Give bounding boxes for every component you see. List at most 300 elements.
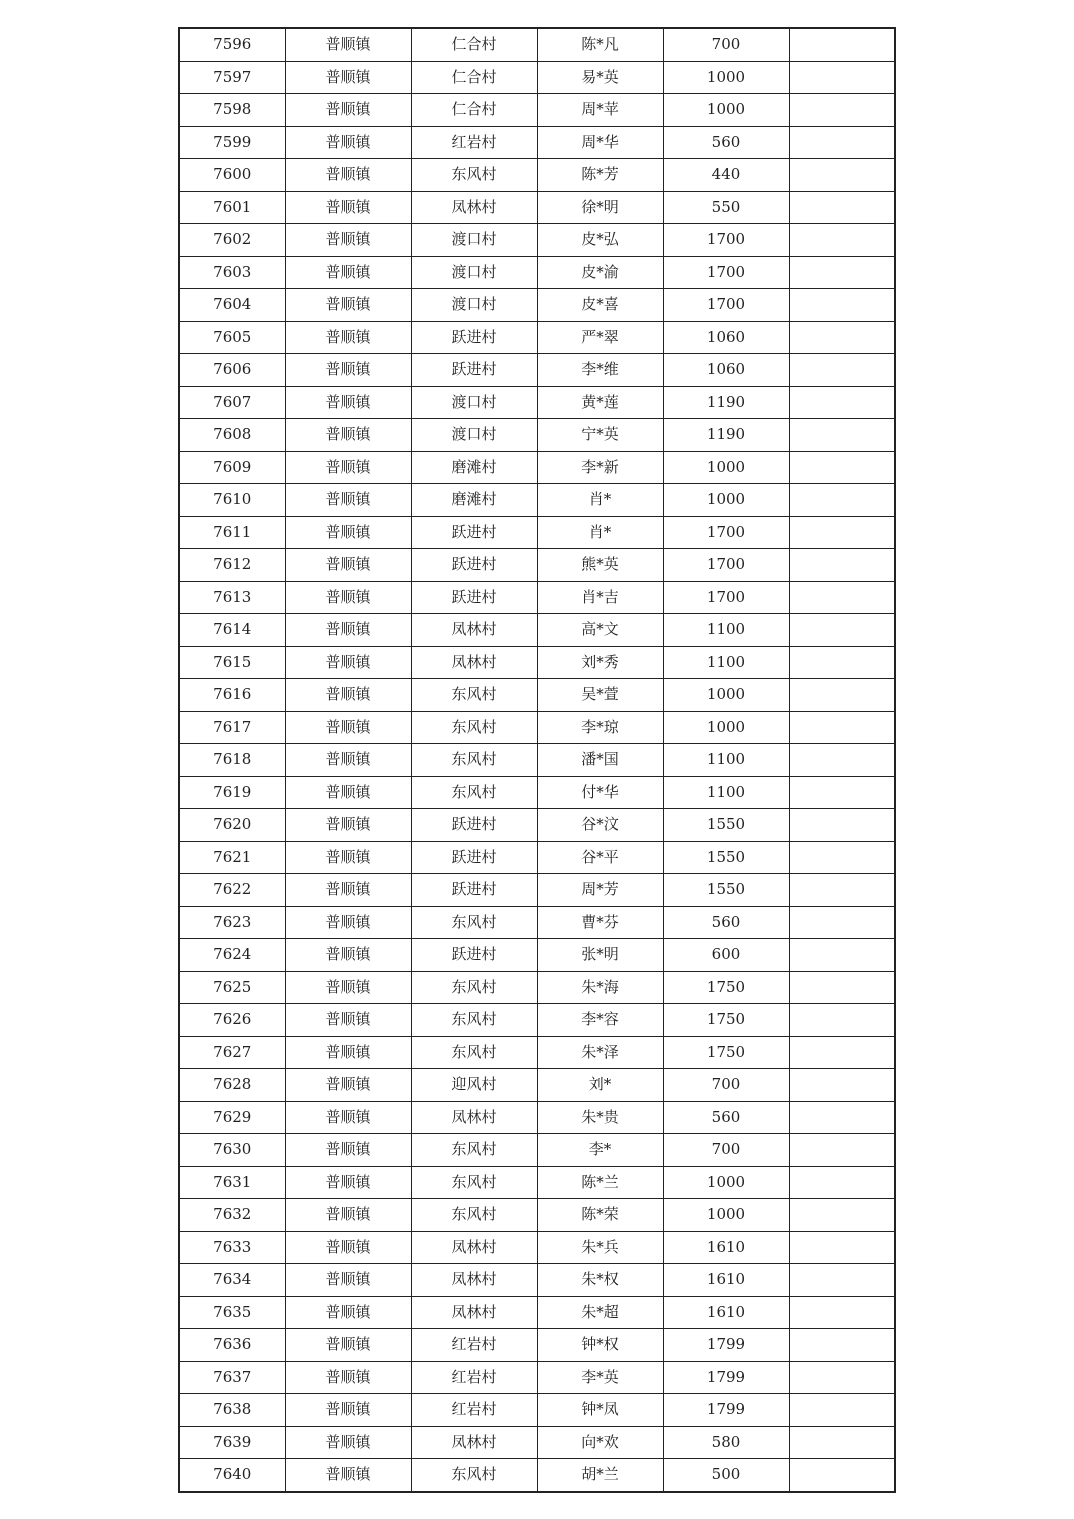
town-cell: 普顺镇 [285, 28, 411, 61]
amount-cell: 1100 [663, 614, 789, 647]
table-row [179, 711, 895, 744]
person-name-cell: 向*欢 [537, 1426, 663, 1459]
amount-cell: 1750 [663, 1004, 789, 1037]
table-row [179, 94, 895, 127]
table-row [179, 224, 895, 257]
town-cell: 普顺镇 [285, 1134, 411, 1167]
village-cell: 仁合村 [411, 94, 537, 127]
amount-cell: 1610 [663, 1231, 789, 1264]
amount-cell: 1000 [663, 711, 789, 744]
village-cell: 跃进村 [411, 549, 537, 582]
town-cell: 普顺镇 [285, 1296, 411, 1329]
village-cell: 东风村 [411, 711, 537, 744]
village-cell: 凤林村 [411, 614, 537, 647]
row-number-cell: 7609 [179, 451, 285, 484]
amount-cell: 1190 [663, 386, 789, 419]
amount-cell: 580 [663, 1426, 789, 1459]
remark-cell [789, 354, 895, 387]
village-cell: 跃进村 [411, 841, 537, 874]
village-cell: 渡口村 [411, 386, 537, 419]
village-cell: 凤林村 [411, 646, 537, 679]
person-name-cell: 肖* [537, 484, 663, 517]
town-cell: 普顺镇 [285, 321, 411, 354]
remark-cell [789, 1036, 895, 1069]
person-name-cell: 朱*泽 [537, 1036, 663, 1069]
row-number-cell: 7604 [179, 289, 285, 322]
person-name-cell: 徐*明 [537, 191, 663, 224]
amount-cell: 1000 [663, 94, 789, 127]
village-cell: 东风村 [411, 1459, 537, 1492]
person-name-cell: 李*维 [537, 354, 663, 387]
person-name-cell: 李*新 [537, 451, 663, 484]
village-cell: 凤林村 [411, 1231, 537, 1264]
table-row [179, 126, 895, 159]
person-name-cell: 李*容 [537, 1004, 663, 1037]
amount-cell: 1700 [663, 224, 789, 257]
remark-cell [789, 159, 895, 192]
table-row [179, 841, 895, 874]
person-name-cell: 熊*英 [537, 549, 663, 582]
table-row [179, 1426, 895, 1459]
row-number-cell: 7618 [179, 744, 285, 777]
village-cell: 跃进村 [411, 354, 537, 387]
village-cell: 跃进村 [411, 516, 537, 549]
village-cell: 东风村 [411, 159, 537, 192]
person-name-cell: 李*琼 [537, 711, 663, 744]
table-row [179, 581, 895, 614]
table-row [179, 1036, 895, 1069]
town-cell: 普顺镇 [285, 776, 411, 809]
amount-cell: 1700 [663, 256, 789, 289]
town-cell: 普顺镇 [285, 1264, 411, 1297]
row-number-cell: 7639 [179, 1426, 285, 1459]
town-cell: 普顺镇 [285, 159, 411, 192]
row-number-cell: 7631 [179, 1166, 285, 1199]
remark-cell [789, 679, 895, 712]
remark-cell [789, 224, 895, 257]
village-cell: 东风村 [411, 1166, 537, 1199]
table-row [179, 614, 895, 647]
person-name-cell: 胡*兰 [537, 1459, 663, 1492]
person-name-cell: 刘* [537, 1069, 663, 1102]
village-cell: 渡口村 [411, 419, 537, 452]
remark-cell [789, 1426, 895, 1459]
person-name-cell: 陈*凡 [537, 28, 663, 61]
table-row [179, 28, 895, 61]
row-number-cell: 7610 [179, 484, 285, 517]
person-name-cell: 朱*权 [537, 1264, 663, 1297]
person-name-cell: 付*华 [537, 776, 663, 809]
remark-cell [789, 614, 895, 647]
person-name-cell: 易*英 [537, 61, 663, 94]
row-number-cell: 7635 [179, 1296, 285, 1329]
amount-cell: 1610 [663, 1296, 789, 1329]
amount-cell: 1700 [663, 581, 789, 614]
village-cell: 渡口村 [411, 224, 537, 257]
remark-cell [789, 874, 895, 907]
remark-cell [789, 549, 895, 582]
table-row [179, 191, 895, 224]
table-row [179, 1101, 895, 1134]
table-row [179, 321, 895, 354]
amount-cell: 560 [663, 126, 789, 159]
town-cell: 普顺镇 [285, 679, 411, 712]
amount-cell: 1100 [663, 646, 789, 679]
row-number-cell: 7626 [179, 1004, 285, 1037]
town-cell: 普顺镇 [285, 809, 411, 842]
village-cell: 东风村 [411, 1134, 537, 1167]
remark-cell [789, 809, 895, 842]
row-number-cell: 7637 [179, 1361, 285, 1394]
person-name-cell: 陈*兰 [537, 1166, 663, 1199]
village-cell: 跃进村 [411, 581, 537, 614]
person-name-cell: 严*翠 [537, 321, 663, 354]
village-cell: 仁合村 [411, 28, 537, 61]
person-name-cell: 肖* [537, 516, 663, 549]
person-name-cell: 谷*汶 [537, 809, 663, 842]
person-name-cell: 周*苹 [537, 94, 663, 127]
amount-cell: 1100 [663, 776, 789, 809]
person-name-cell: 潘*国 [537, 744, 663, 777]
remark-cell [789, 841, 895, 874]
row-number-cell: 7629 [179, 1101, 285, 1134]
village-cell: 仁合村 [411, 61, 537, 94]
table-row [179, 1134, 895, 1167]
person-name-cell: 宁*英 [537, 419, 663, 452]
remark-cell [789, 191, 895, 224]
row-number-cell: 7603 [179, 256, 285, 289]
amount-cell: 560 [663, 1101, 789, 1134]
row-number-cell: 7616 [179, 679, 285, 712]
person-name-cell: 陈*荣 [537, 1199, 663, 1232]
town-cell: 普顺镇 [285, 549, 411, 582]
table-row [179, 906, 895, 939]
amount-cell: 1060 [663, 321, 789, 354]
town-cell: 普顺镇 [285, 224, 411, 257]
remark-cell [789, 28, 895, 61]
remark-cell [789, 1394, 895, 1427]
amount-cell: 1700 [663, 516, 789, 549]
table-row [179, 256, 895, 289]
table-row [179, 646, 895, 679]
table-row [179, 1459, 895, 1492]
table-row [179, 1296, 895, 1329]
town-cell: 普顺镇 [285, 1069, 411, 1102]
table-row [179, 451, 895, 484]
village-cell: 东风村 [411, 1036, 537, 1069]
person-name-cell: 钟*权 [537, 1329, 663, 1362]
town-cell: 普顺镇 [285, 354, 411, 387]
amount-cell: 700 [663, 28, 789, 61]
row-number-cell: 7596 [179, 28, 285, 61]
amount-cell: 600 [663, 939, 789, 972]
town-cell: 普顺镇 [285, 1101, 411, 1134]
town-cell: 普顺镇 [285, 939, 411, 972]
amount-cell: 1700 [663, 289, 789, 322]
amount-cell: 1190 [663, 419, 789, 452]
row-number-cell: 7608 [179, 419, 285, 452]
row-number-cell: 7632 [179, 1199, 285, 1232]
table-row [179, 971, 895, 1004]
table-row [179, 1361, 895, 1394]
town-cell: 普顺镇 [285, 451, 411, 484]
town-cell: 普顺镇 [285, 971, 411, 1004]
town-cell: 普顺镇 [285, 1036, 411, 1069]
town-cell: 普顺镇 [285, 1426, 411, 1459]
amount-cell: 1000 [663, 484, 789, 517]
remark-cell [789, 1264, 895, 1297]
village-cell: 东风村 [411, 1004, 537, 1037]
town-cell: 普顺镇 [285, 256, 411, 289]
row-number-cell: 7597 [179, 61, 285, 94]
row-number-cell: 7621 [179, 841, 285, 874]
table-row [179, 289, 895, 322]
town-cell: 普顺镇 [285, 1361, 411, 1394]
remark-cell [789, 744, 895, 777]
remark-cell [789, 1459, 895, 1492]
row-number-cell: 7633 [179, 1231, 285, 1264]
town-cell: 普顺镇 [285, 841, 411, 874]
person-name-cell: 皮*弘 [537, 224, 663, 257]
person-name-cell: 黄*莲 [537, 386, 663, 419]
village-cell: 跃进村 [411, 939, 537, 972]
table-row [179, 939, 895, 972]
row-number-cell: 7615 [179, 646, 285, 679]
village-cell: 渡口村 [411, 256, 537, 289]
amount-cell: 1750 [663, 971, 789, 1004]
row-number-cell: 7602 [179, 224, 285, 257]
table-row [179, 1394, 895, 1427]
row-number-cell: 7606 [179, 354, 285, 387]
table-row [179, 61, 895, 94]
amount-cell: 1060 [663, 354, 789, 387]
amount-cell: 1799 [663, 1394, 789, 1427]
person-name-cell: 李* [537, 1134, 663, 1167]
data-table [178, 27, 896, 1493]
town-cell: 普顺镇 [285, 289, 411, 322]
village-cell: 凤林村 [411, 1101, 537, 1134]
row-number-cell: 7612 [179, 549, 285, 582]
row-number-cell: 7623 [179, 906, 285, 939]
village-cell: 凤林村 [411, 1426, 537, 1459]
remark-cell [789, 1101, 895, 1134]
town-cell: 普顺镇 [285, 1199, 411, 1232]
amount-cell: 700 [663, 1069, 789, 1102]
row-number-cell: 7601 [179, 191, 285, 224]
person-name-cell: 高*文 [537, 614, 663, 647]
table-row [179, 549, 895, 582]
town-cell: 普顺镇 [285, 61, 411, 94]
person-name-cell: 吴*萱 [537, 679, 663, 712]
remark-cell [789, 1296, 895, 1329]
row-number-cell: 7599 [179, 126, 285, 159]
table-row [179, 809, 895, 842]
village-cell: 凤林村 [411, 1264, 537, 1297]
remark-cell [789, 1231, 895, 1264]
remark-cell [789, 321, 895, 354]
row-number-cell: 7624 [179, 939, 285, 972]
person-name-cell: 朱*超 [537, 1296, 663, 1329]
amount-cell: 1100 [663, 744, 789, 777]
town-cell: 普顺镇 [285, 386, 411, 419]
row-number-cell: 7640 [179, 1459, 285, 1492]
remark-cell [789, 94, 895, 127]
table-row [179, 1069, 895, 1102]
remark-cell [789, 256, 895, 289]
table-body [179, 28, 895, 1492]
town-cell: 普顺镇 [285, 1166, 411, 1199]
remark-cell [789, 581, 895, 614]
table-row [179, 1264, 895, 1297]
row-number-cell: 7598 [179, 94, 285, 127]
village-cell: 东风村 [411, 1199, 537, 1232]
amount-cell: 1799 [663, 1361, 789, 1394]
remark-cell [789, 1166, 895, 1199]
table-row [179, 1166, 895, 1199]
village-cell: 迎风村 [411, 1069, 537, 1102]
person-name-cell: 周*芳 [537, 874, 663, 907]
amount-cell: 1550 [663, 841, 789, 874]
table-row [179, 159, 895, 192]
amount-cell: 1550 [663, 809, 789, 842]
row-number-cell: 7628 [179, 1069, 285, 1102]
town-cell: 普顺镇 [285, 516, 411, 549]
remark-cell [789, 451, 895, 484]
amount-cell: 700 [663, 1134, 789, 1167]
person-name-cell: 钟*凤 [537, 1394, 663, 1427]
remark-cell [789, 776, 895, 809]
village-cell: 东风村 [411, 906, 537, 939]
village-cell: 东风村 [411, 679, 537, 712]
remark-cell [789, 1361, 895, 1394]
remark-cell [789, 971, 895, 1004]
amount-cell: 1550 [663, 874, 789, 907]
table-row [179, 419, 895, 452]
row-number-cell: 7607 [179, 386, 285, 419]
remark-cell [789, 61, 895, 94]
amount-cell: 560 [663, 906, 789, 939]
row-number-cell: 7613 [179, 581, 285, 614]
village-cell: 磨滩村 [411, 451, 537, 484]
row-number-cell: 7638 [179, 1394, 285, 1427]
town-cell: 普顺镇 [285, 1394, 411, 1427]
village-cell: 跃进村 [411, 809, 537, 842]
row-number-cell: 7622 [179, 874, 285, 907]
table-row [179, 516, 895, 549]
town-cell: 普顺镇 [285, 1459, 411, 1492]
remark-cell [789, 1329, 895, 1362]
amount-cell: 1799 [663, 1329, 789, 1362]
village-cell: 磨滩村 [411, 484, 537, 517]
remark-cell [789, 516, 895, 549]
remark-cell [789, 646, 895, 679]
row-number-cell: 7611 [179, 516, 285, 549]
village-cell: 凤林村 [411, 191, 537, 224]
remark-cell [789, 1069, 895, 1102]
person-name-cell: 刘*秀 [537, 646, 663, 679]
table-row [179, 1231, 895, 1264]
village-cell: 凤林村 [411, 1296, 537, 1329]
town-cell: 普顺镇 [285, 874, 411, 907]
remark-cell [789, 419, 895, 452]
town-cell: 普顺镇 [285, 484, 411, 517]
amount-cell: 500 [663, 1459, 789, 1492]
remark-cell [789, 906, 895, 939]
amount-cell: 1000 [663, 1166, 789, 1199]
person-name-cell: 皮*渝 [537, 256, 663, 289]
amount-cell: 1000 [663, 1199, 789, 1232]
person-name-cell: 曹*芬 [537, 906, 663, 939]
town-cell: 普顺镇 [285, 744, 411, 777]
table-row [179, 484, 895, 517]
amount-cell: 1610 [663, 1264, 789, 1297]
row-number-cell: 7619 [179, 776, 285, 809]
remark-cell [789, 711, 895, 744]
row-number-cell: 7636 [179, 1329, 285, 1362]
person-name-cell: 朱*贵 [537, 1101, 663, 1134]
person-name-cell: 谷*平 [537, 841, 663, 874]
village-cell: 红岩村 [411, 1329, 537, 1362]
remark-cell [789, 1004, 895, 1037]
amount-cell: 1000 [663, 451, 789, 484]
remark-cell [789, 1199, 895, 1232]
village-cell: 东风村 [411, 776, 537, 809]
amount-cell: 550 [663, 191, 789, 224]
town-cell: 普顺镇 [285, 94, 411, 127]
remark-cell [789, 484, 895, 517]
village-cell: 红岩村 [411, 1361, 537, 1394]
village-cell: 东风村 [411, 971, 537, 1004]
amount-cell: 440 [663, 159, 789, 192]
remark-cell [789, 1134, 895, 1167]
amount-cell: 1700 [663, 549, 789, 582]
remark-cell [789, 289, 895, 322]
table-row [179, 1004, 895, 1037]
village-cell: 红岩村 [411, 126, 537, 159]
row-number-cell: 7614 [179, 614, 285, 647]
amount-cell: 1000 [663, 679, 789, 712]
village-cell: 东风村 [411, 744, 537, 777]
table-row [179, 386, 895, 419]
amount-cell: 1750 [663, 1036, 789, 1069]
row-number-cell: 7617 [179, 711, 285, 744]
town-cell: 普顺镇 [285, 1004, 411, 1037]
person-name-cell: 李*英 [537, 1361, 663, 1394]
person-name-cell: 张*明 [537, 939, 663, 972]
row-number-cell: 7620 [179, 809, 285, 842]
town-cell: 普顺镇 [285, 1231, 411, 1264]
row-number-cell: 7630 [179, 1134, 285, 1167]
village-cell: 红岩村 [411, 1394, 537, 1427]
village-cell: 跃进村 [411, 874, 537, 907]
town-cell: 普顺镇 [285, 1329, 411, 1362]
row-number-cell: 7634 [179, 1264, 285, 1297]
town-cell: 普顺镇 [285, 191, 411, 224]
amount-cell: 1000 [663, 61, 789, 94]
town-cell: 普顺镇 [285, 711, 411, 744]
row-number-cell: 7605 [179, 321, 285, 354]
town-cell: 普顺镇 [285, 614, 411, 647]
person-name-cell: 周*华 [537, 126, 663, 159]
remark-cell [789, 939, 895, 972]
village-cell: 跃进村 [411, 321, 537, 354]
person-name-cell: 皮*喜 [537, 289, 663, 322]
town-cell: 普顺镇 [285, 581, 411, 614]
town-cell: 普顺镇 [285, 419, 411, 452]
town-cell: 普顺镇 [285, 646, 411, 679]
person-name-cell: 陈*芳 [537, 159, 663, 192]
village-cell: 渡口村 [411, 289, 537, 322]
